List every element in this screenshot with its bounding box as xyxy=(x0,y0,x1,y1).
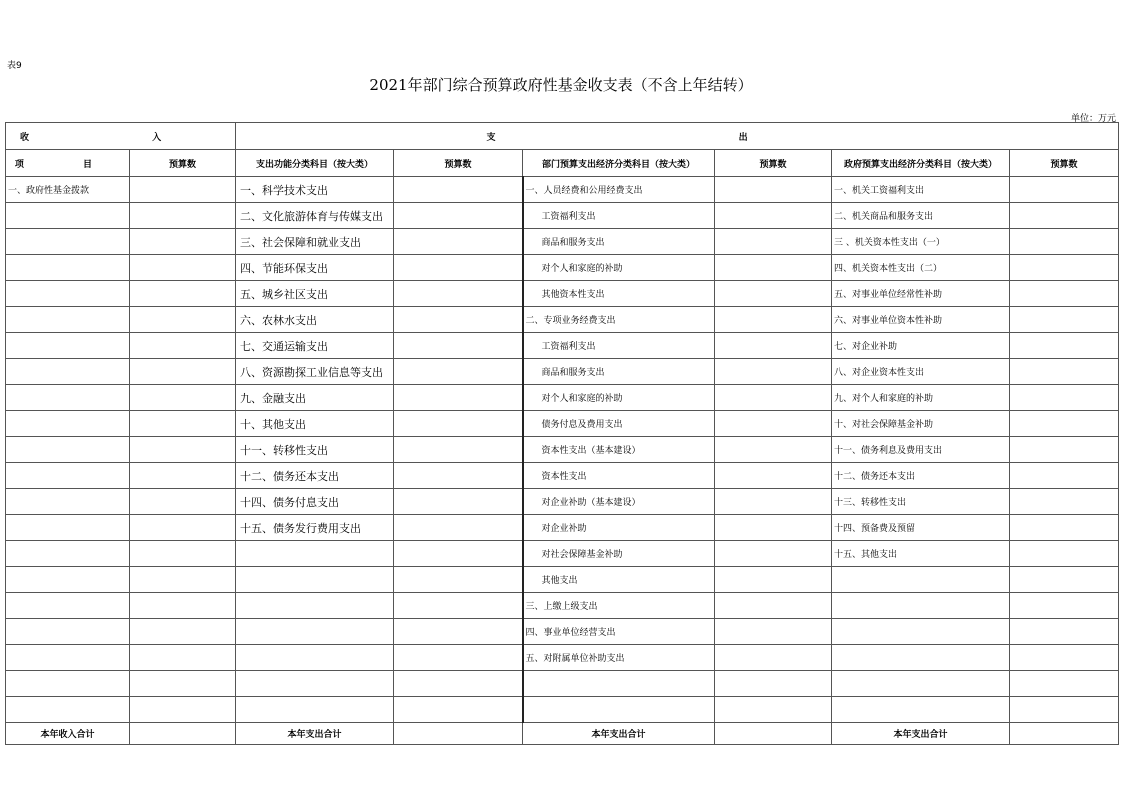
table-row xyxy=(6,463,1119,489)
dept-econ-cell: 工资福利支出 xyxy=(523,203,715,229)
table-row xyxy=(6,385,1119,411)
income-budget-cell xyxy=(130,255,236,281)
income-group-header: 收 入 xyxy=(6,123,236,150)
table-row xyxy=(6,229,1119,255)
dept-budget-cell xyxy=(715,333,832,359)
dept-budget-cell xyxy=(715,437,832,463)
func-class-cell: 一、科学技术支出 xyxy=(236,177,394,203)
func-budget-cell xyxy=(394,203,523,229)
gov-budget-cell xyxy=(1010,541,1119,567)
income-item-cell xyxy=(6,489,130,515)
table-row xyxy=(6,411,1119,437)
income-budget-cell xyxy=(130,281,236,307)
table-row xyxy=(6,619,1119,645)
income-item-cell xyxy=(6,515,130,541)
dept-econ-cell: 对企业补助 xyxy=(523,515,715,541)
income-item-cell xyxy=(6,671,130,697)
gov-budget-cell xyxy=(1010,567,1119,593)
gov-budget-cell xyxy=(1010,489,1119,515)
column-header-row xyxy=(6,150,1119,177)
gov-econ-cell xyxy=(832,671,1010,697)
income-item-cell xyxy=(6,307,130,333)
total-income-label: 本年收入合计 xyxy=(6,723,130,745)
func-budget-cell xyxy=(394,411,523,437)
dept-budget-cell xyxy=(715,281,832,307)
dept-econ-cell: 对个人和家庭的补助 xyxy=(523,385,715,411)
dept-econ-cell: 四、事业单位经营支出 xyxy=(523,619,715,645)
gov-budget-cell xyxy=(1010,385,1119,411)
col-header-func-class: 支出功能分类科目（按大类） xyxy=(236,150,394,177)
func-class-cell xyxy=(236,671,394,697)
dept-econ-cell xyxy=(523,697,715,723)
gov-budget-cell xyxy=(1010,359,1119,385)
income-budget-cell xyxy=(130,489,236,515)
income-budget-cell xyxy=(130,671,236,697)
budget-table xyxy=(5,122,1119,745)
func-class-cell: 十五、债务发行费用支出 xyxy=(236,515,394,541)
income-item-cell xyxy=(6,541,130,567)
gov-econ-cell: 一、机关工资福利支出 xyxy=(832,177,1010,203)
income-item-cell xyxy=(6,619,130,645)
gov-budget-cell xyxy=(1010,619,1119,645)
table-number: 表9 xyxy=(7,61,22,71)
dept-budget-cell xyxy=(715,619,832,645)
func-budget-cell xyxy=(394,593,523,619)
dept-econ-cell: 资本性支出（基本建设） xyxy=(523,437,715,463)
table-row xyxy=(6,437,1119,463)
func-class-cell: 五、城乡社区支出 xyxy=(236,281,394,307)
total-row xyxy=(6,723,1119,745)
dept-econ-cell xyxy=(523,671,715,697)
func-class-cell: 二、文化旅游体育与传媒支出 xyxy=(236,203,394,229)
func-class-cell: 八、资源勘探工业信息等支出 xyxy=(236,359,394,385)
col-header-gov-econ: 政府预算支出经济分类科目（按大类） xyxy=(832,150,1010,177)
income-item-cell xyxy=(6,463,130,489)
page-title: 2021年部门综合预算政府性基金收支表（不含上年结转） xyxy=(369,76,753,94)
gov-budget-cell xyxy=(1010,697,1119,723)
func-budget-cell xyxy=(394,463,523,489)
gov-budget-cell xyxy=(1010,229,1119,255)
table-row xyxy=(6,307,1119,333)
expense-group-header: 支 出 xyxy=(236,123,1119,150)
func-budget-cell xyxy=(394,255,523,281)
income-budget-cell xyxy=(130,333,236,359)
dept-budget-cell xyxy=(715,671,832,697)
income-item-cell xyxy=(6,281,130,307)
dept-budget-cell xyxy=(715,541,832,567)
dept-econ-cell: 对个人和家庭的补助 xyxy=(523,255,715,281)
dept-econ-cell: 对企业补助（基本建设） xyxy=(523,489,715,515)
dept-budget-cell xyxy=(715,203,832,229)
income-budget-cell xyxy=(130,177,236,203)
dept-budget-cell xyxy=(715,515,832,541)
table-row xyxy=(6,177,1119,203)
dept-econ-cell: 工资福利支出 xyxy=(523,333,715,359)
income-budget-cell xyxy=(130,567,236,593)
income-budget-cell xyxy=(130,697,236,723)
func-budget-cell xyxy=(394,333,523,359)
dept-econ-cell: 其他资本性支出 xyxy=(523,281,715,307)
func-class-cell: 十四、债务付息支出 xyxy=(236,489,394,515)
gov-econ-cell: 七、对企业补助 xyxy=(832,333,1010,359)
gov-econ-cell: 十二、债务还本支出 xyxy=(832,463,1010,489)
gov-econ-cell xyxy=(832,593,1010,619)
func-budget-cell xyxy=(394,515,523,541)
dept-econ-cell: 其他支出 xyxy=(523,567,715,593)
dept-econ-cell: 商品和服务支出 xyxy=(523,229,715,255)
func-class-cell: 三、社会保障和就业支出 xyxy=(236,229,394,255)
income-item-cell xyxy=(6,203,130,229)
dept-budget-cell xyxy=(715,489,832,515)
func-class-cell xyxy=(236,697,394,723)
income-budget-cell xyxy=(130,593,236,619)
func-class-cell xyxy=(236,541,394,567)
table-row xyxy=(6,541,1119,567)
table-row xyxy=(6,333,1119,359)
dept-budget-cell xyxy=(715,697,832,723)
func-budget-cell xyxy=(394,385,523,411)
income-item-cell xyxy=(6,645,130,671)
income-item-cell xyxy=(6,333,130,359)
income-budget-cell xyxy=(130,203,236,229)
dept-budget-cell xyxy=(715,385,832,411)
gov-econ-cell: 九、对个人和家庭的补助 xyxy=(832,385,1010,411)
gov-econ-cell: 十五、其他支出 xyxy=(832,541,1010,567)
dept-econ-cell: 三、上缴上级支出 xyxy=(523,593,715,619)
group-header-row xyxy=(6,123,1119,150)
income-item-cell: 一、政府性基金拨款 xyxy=(6,177,130,203)
func-class-cell: 十二、债务还本支出 xyxy=(236,463,394,489)
unit-label: 单位：万元 xyxy=(1070,114,1116,124)
gov-budget-cell xyxy=(1010,515,1119,541)
dept-budget-cell xyxy=(715,593,832,619)
func-class-cell: 七、交通运输支出 xyxy=(236,333,394,359)
gov-budget-cell xyxy=(1010,671,1119,697)
func-budget-cell xyxy=(394,489,523,515)
gov-econ-cell: 十、对社会保障基金补助 xyxy=(832,411,1010,437)
func-class-cell: 十一、转移性支出 xyxy=(236,437,394,463)
income-item-cell xyxy=(6,229,130,255)
gov-budget-cell xyxy=(1010,281,1119,307)
income-budget-cell xyxy=(130,541,236,567)
col-header-budget-3: 预算数 xyxy=(715,150,832,177)
gov-budget-cell xyxy=(1010,437,1119,463)
col-header-budget-4: 预算数 xyxy=(1010,150,1119,177)
dept-budget-cell xyxy=(715,645,832,671)
income-budget-cell xyxy=(130,437,236,463)
dept-econ-cell: 一、人员经费和公用经费支出 xyxy=(523,177,715,203)
income-budget-cell xyxy=(130,229,236,255)
func-budget-cell xyxy=(394,307,523,333)
total-func-value xyxy=(394,723,523,745)
gov-econ-cell: 十三、转移性支出 xyxy=(832,489,1010,515)
dept-budget-cell xyxy=(715,177,832,203)
total-income-value xyxy=(130,723,236,745)
func-class-cell xyxy=(236,619,394,645)
dept-budget-cell xyxy=(715,411,832,437)
gov-econ-cell: 十一、债务利息及费用支出 xyxy=(832,437,1010,463)
income-item-cell xyxy=(6,567,130,593)
dept-budget-cell xyxy=(715,463,832,489)
func-class-cell: 九、金融支出 xyxy=(236,385,394,411)
total-gov-label: 本年支出合计 xyxy=(832,723,1010,745)
dept-budget-cell xyxy=(715,229,832,255)
func-class-cell xyxy=(236,593,394,619)
dept-econ-cell: 二、专项业务经费支出 xyxy=(523,307,715,333)
func-budget-cell xyxy=(394,567,523,593)
dept-econ-cell: 债务付息及费用支出 xyxy=(523,411,715,437)
func-budget-cell xyxy=(394,229,523,255)
func-class-cell: 十、其他支出 xyxy=(236,411,394,437)
gov-econ-cell: 五、对事业单位经常性补助 xyxy=(832,281,1010,307)
gov-budget-cell xyxy=(1010,593,1119,619)
table-row xyxy=(6,281,1119,307)
total-gov-value xyxy=(1010,723,1119,745)
gov-econ-cell xyxy=(832,619,1010,645)
col-header-dept-econ: 部门预算支出经济分类科目（按大类） xyxy=(523,150,715,177)
func-class-cell: 六、农林水支出 xyxy=(236,307,394,333)
gov-budget-cell xyxy=(1010,203,1119,229)
income-budget-cell xyxy=(130,645,236,671)
gov-budget-cell xyxy=(1010,411,1119,437)
dept-econ-cell: 对社会保障基金补助 xyxy=(523,541,715,567)
table-row xyxy=(6,515,1119,541)
total-dept-label: 本年支出合计 xyxy=(523,723,715,745)
table-row xyxy=(6,255,1119,281)
table-row xyxy=(6,593,1119,619)
table-row xyxy=(6,203,1119,229)
gov-econ-cell: 二、机关商品和服务支出 xyxy=(832,203,1010,229)
dept-budget-cell xyxy=(715,567,832,593)
gov-budget-cell xyxy=(1010,645,1119,671)
func-budget-cell xyxy=(394,619,523,645)
income-budget-cell xyxy=(130,463,236,489)
gov-econ-cell: 四、机关资本性支出（二） xyxy=(832,255,1010,281)
gov-econ-cell xyxy=(832,645,1010,671)
func-budget-cell xyxy=(394,281,523,307)
func-budget-cell xyxy=(394,177,523,203)
col-header-budget-1: 预算数 xyxy=(130,150,236,177)
gov-econ-cell: 六、对事业单位资本性补助 xyxy=(832,307,1010,333)
col-header-item: 项 目 xyxy=(6,150,130,177)
income-item-cell xyxy=(6,255,130,281)
dept-econ-cell: 五、对附属单位补助支出 xyxy=(523,645,715,671)
gov-budget-cell xyxy=(1010,255,1119,281)
income-budget-cell xyxy=(130,385,236,411)
table-row xyxy=(6,697,1119,723)
gov-econ-cell: 三 、机关资本性支出（一） xyxy=(832,229,1010,255)
income-item-cell xyxy=(6,697,130,723)
gov-econ-cell: 十四、预备费及预留 xyxy=(832,515,1010,541)
table-row xyxy=(6,671,1119,697)
func-class-cell: 四、节能环保支出 xyxy=(236,255,394,281)
income-item-cell xyxy=(6,593,130,619)
func-budget-cell xyxy=(394,359,523,385)
gov-budget-cell xyxy=(1010,177,1119,203)
gov-econ-cell xyxy=(832,567,1010,593)
dept-econ-cell: 商品和服务支出 xyxy=(523,359,715,385)
income-budget-cell xyxy=(130,515,236,541)
func-budget-cell xyxy=(394,671,523,697)
func-budget-cell xyxy=(394,697,523,723)
total-func-label: 本年支出合计 xyxy=(236,723,394,745)
gov-econ-cell xyxy=(832,697,1010,723)
func-budget-cell xyxy=(394,437,523,463)
gov-budget-cell xyxy=(1010,463,1119,489)
income-item-cell xyxy=(6,437,130,463)
table-row xyxy=(6,489,1119,515)
func-class-cell xyxy=(236,567,394,593)
gov-budget-cell xyxy=(1010,307,1119,333)
income-budget-cell xyxy=(130,619,236,645)
gov-budget-cell xyxy=(1010,333,1119,359)
dept-budget-cell xyxy=(715,255,832,281)
func-budget-cell xyxy=(394,645,523,671)
dept-budget-cell xyxy=(715,359,832,385)
income-budget-cell xyxy=(130,307,236,333)
gov-econ-cell: 八、对企业资本性支出 xyxy=(832,359,1010,385)
func-class-cell xyxy=(236,645,394,671)
dept-econ-cell: 资本性支出 xyxy=(523,463,715,489)
col-header-budget-2: 预算数 xyxy=(394,150,523,177)
income-item-cell xyxy=(6,359,130,385)
income-budget-cell xyxy=(130,359,236,385)
table-row xyxy=(6,359,1119,385)
table-row xyxy=(6,645,1119,671)
func-budget-cell xyxy=(394,541,523,567)
dept-budget-cell xyxy=(715,307,832,333)
income-item-cell xyxy=(6,411,130,437)
income-item-cell xyxy=(6,385,130,411)
income-budget-cell xyxy=(130,411,236,437)
total-dept-value xyxy=(715,723,832,745)
table-row xyxy=(6,567,1119,593)
